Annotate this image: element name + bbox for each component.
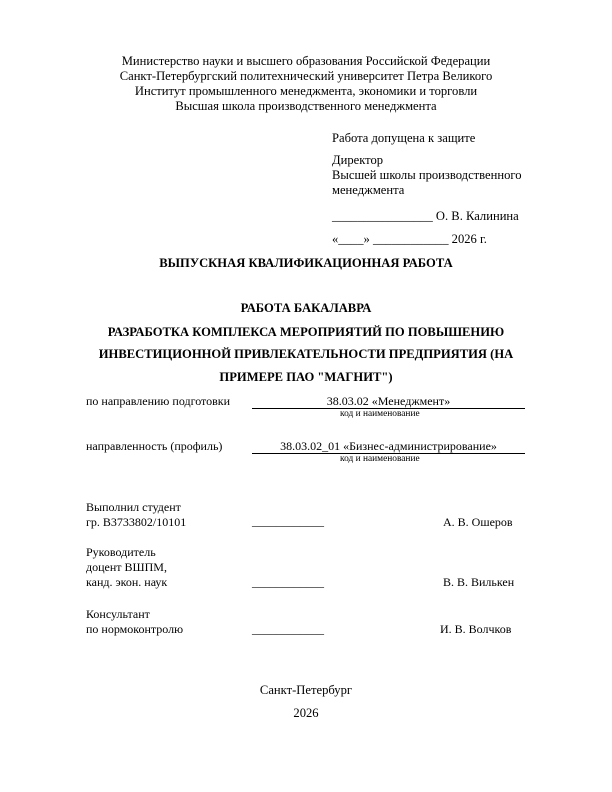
direction-label: по направлению подготовки <box>86 394 231 408</box>
profile-label: направленность (профиль) <box>86 439 223 453</box>
date-day-blank: ____ <box>338 232 364 246</box>
director-label: Директор <box>332 153 384 167</box>
direction-value: 38.03.02 «Менеджмент» <box>326 394 451 408</box>
date-close-quote: » <box>363 232 370 246</box>
supervisor-role-line3: канд. экон. наук <box>86 575 168 589</box>
date-month-blank: ____________ <box>372 232 449 246</box>
ministry-line: Министерство науки и высшего образования Российской Федерации <box>121 54 491 68</box>
consultant-role-line1: Консультант <box>86 607 150 621</box>
supervisor-signature-blank: ____________ <box>252 575 324 589</box>
director-name: О. В. Калинина <box>435 209 519 223</box>
student-name: А. В. Ошеров <box>443 515 513 529</box>
work-type-heading: ВЫПУСКНАЯ КВАЛИФИКАЦИОННАЯ РАБОТА <box>159 256 453 270</box>
student-role-line2: гр. В3733802/10101 <box>86 515 187 529</box>
topic-line-1: РАЗРАБОТКА КОМПЛЕКСА МЕРОПРИЯТИЙ ПО ПОВЫШЕНИЮ <box>107 325 505 339</box>
institute-line: Институт промышленного менеджмента, экономики и торговли <box>134 84 478 98</box>
student-signature-blank: ____________ <box>252 514 324 528</box>
profile-field <box>252 439 525 454</box>
admitted-label: Работа допущена к защите <box>332 131 476 145</box>
director-signature-line <box>332 209 519 224</box>
profile-value: 38.03.02_01 «Бизнес-администрирование» <box>280 439 497 453</box>
profile-caption: код и наименование <box>340 454 420 464</box>
work-subtype-heading: РАБОТА БАКАЛАВРА <box>240 301 372 315</box>
director-school-line2: менеджмента <box>332 183 405 197</box>
direction-caption: код и наименование <box>340 409 420 419</box>
supervisor-name: В. В. Вилькен <box>443 575 515 589</box>
consultant-name: И. В. Волчков <box>440 622 512 636</box>
consultant-signature-blank: ____________ <box>252 622 324 636</box>
date-year: 2026 г. <box>451 232 487 246</box>
signature-blank: ________________ <box>332 209 433 223</box>
supervisor-role-line2: доцент ВШПМ, <box>86 560 167 574</box>
date-open-quote: « <box>332 232 339 246</box>
consultant-role-line2: по нормоконтролю <box>86 622 184 636</box>
supervisor-role-line1: Руководитель <box>86 545 156 559</box>
university-line: Санкт-Петербургский политехнический университет Петра Великого <box>119 69 493 83</box>
topic-line-2: ИНВЕСТИЦИОННОЙ ПРИВЛЕКАТЕЛЬНОСТИ ПРЕДПРИЯТИЯ (НА <box>98 347 514 361</box>
topic-line-3: ПРИМЕРЕ ПАО "МАГНИТ") <box>219 370 393 384</box>
approval-date-line <box>332 232 487 247</box>
footer-year: 2026 <box>293 706 319 720</box>
direction-field <box>252 394 525 409</box>
school-line: Высшая школа производственного менеджмента <box>175 99 437 113</box>
footer-city: Санкт-Петербург <box>259 683 353 697</box>
director-school-line1: Высшей школы производственного <box>332 168 522 182</box>
student-role-line1: Выполнил студент <box>86 500 181 514</box>
